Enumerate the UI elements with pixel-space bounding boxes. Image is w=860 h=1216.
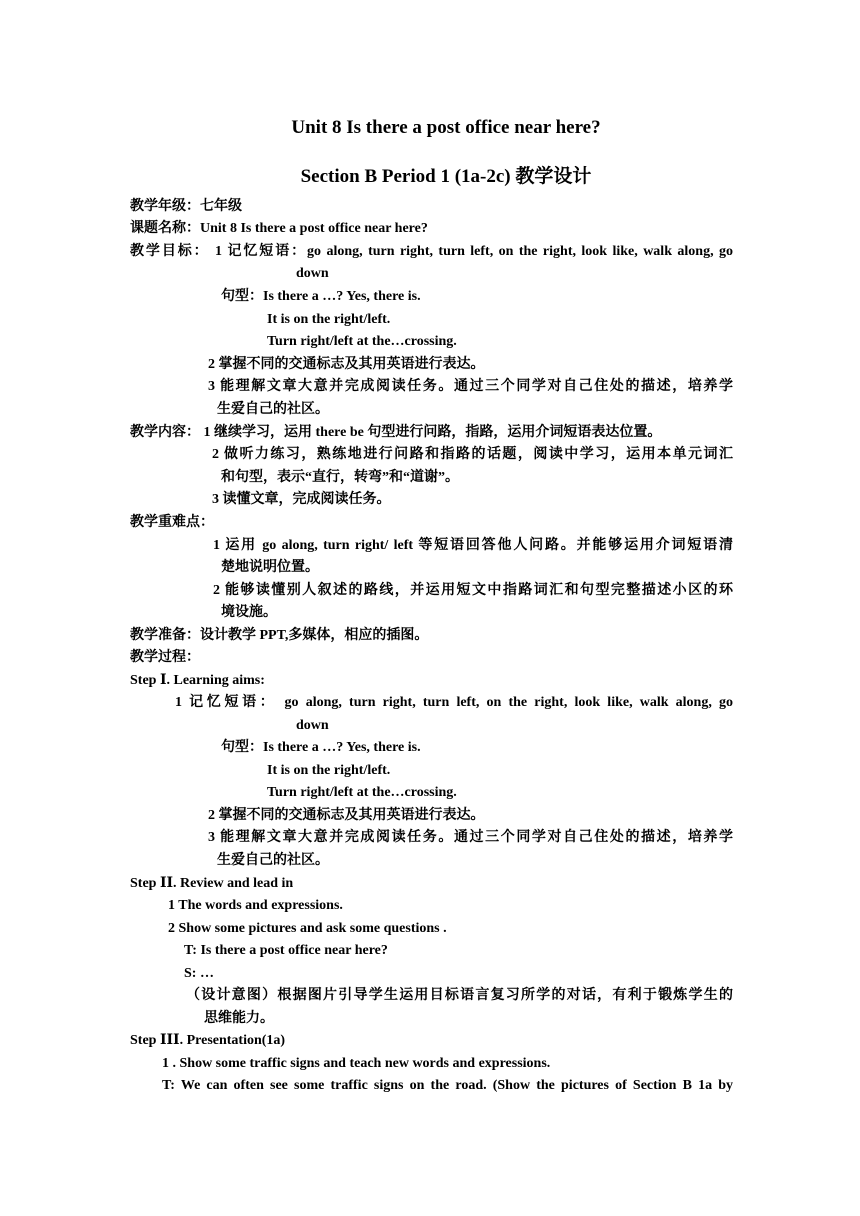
goals-item-2: 2 掌握不同的交通标志及其用英语进行表达。	[208, 357, 485, 372]
step1-aim-2: 2 掌握不同的交通标志及其用英语进行表达。	[208, 808, 485, 823]
topic-line: 课题名称：Unit 8 Is there a post office near here?	[130, 221, 428, 236]
step1-heading: Step Ⅰ. Learning aims:	[130, 673, 265, 688]
step3-teacher-line: T: We can often see some traffic signs on the road. (Show the pictures of Section B 1a by	[162, 1078, 733, 1093]
title-line-1: Unit 8 Is there a post office near here?	[291, 117, 601, 138]
step1-pattern-1: 句型：Is there a …? Yes, there is.	[221, 740, 421, 755]
grade-line: 教学年级：七年级	[130, 199, 242, 214]
key-item-1: 1 运用 go along, turn right/ left 等短语回答他人问路。并能够运用介词短语清	[213, 538, 733, 553]
step2-item-1: 1 The words and expressions.	[168, 898, 343, 913]
step2-item-2: 2 Show some pictures and ask some questions .	[168, 921, 447, 936]
goals-item-1-cont: down	[296, 266, 329, 281]
goals-item-3: 3 能理解文章大意并完成阅读任务。通过三个同学对自己住处的描述，培养学	[208, 379, 733, 394]
process-label: 教学过程：	[130, 650, 200, 665]
content-item-1: 教学内容： 1 继续学习，运用 there be 句型进行问路，指路，运用介词短语表达位置。	[130, 425, 662, 440]
step1-aim-3-cont: 生爱自己的社区。	[217, 853, 329, 868]
content-item-2-cont: 和句型，表示“直行，转弯”和“道谢”。	[221, 470, 459, 485]
step2-design-intent-cont: 思维能力。	[204, 1011, 274, 1026]
key-points-label: 教学重难点：	[130, 515, 214, 530]
step2-teacher-line: T: Is there a post office near here?	[184, 943, 388, 958]
step3-item-1: 1 . Show some traffic signs and teach new words and expressions.	[162, 1056, 551, 1071]
content-item-2: 2 做听力练习，熟练地进行问路和指路的话题，阅读中学习，运用本单元词汇	[212, 447, 733, 462]
key-item-2-cont: 境设施。	[221, 605, 277, 620]
step2-student-line: S: …	[184, 966, 214, 981]
key-item-2: 2 能够读懂别人叙述的路线，并运用短文中指路词汇和句型完整描述小区的环	[213, 583, 733, 598]
step1-pattern-2: It is on the right/left.	[267, 763, 391, 778]
goals-item-1: 教学目标： 1 记忆短语：go along, turn right, turn left, on the right, look like, walk along, go	[130, 244, 733, 259]
goals-pattern-3: Turn right/left at the…crossing.	[267, 334, 457, 349]
title-line-2: Section B Period 1 (1a-2c) 教学设计	[300, 166, 592, 187]
goals-pattern-2: It is on the right/left.	[267, 312, 391, 327]
step1-aim-1-cont: down	[296, 718, 329, 733]
step3-heading: Step ⅠⅠⅠ. Presentation(1a)	[130, 1033, 286, 1048]
step1-pattern-3: Turn right/left at the…crossing.	[267, 785, 457, 800]
step2-design-intent: （设计意图）根据图片引导学生运用目标语言复习所学的对话，有利于锻炼学生的	[186, 988, 733, 1003]
prep-line: 教学准备：设计教学 PPT,多媒体，相应的插图。	[130, 628, 429, 643]
step1-aim-3: 3 能理解文章大意并完成阅读任务。通过三个同学对自己住处的描述，培养学	[208, 830, 733, 845]
key-item-1-cont: 楚地说明位置。	[221, 560, 319, 575]
content-item-3: 3 读懂文章，完成阅读任务。	[212, 492, 391, 507]
goals-pattern-1: 句型：Is there a …? Yes, there is.	[221, 289, 421, 304]
step2-heading: Step ⅠⅠ. Review and lead in	[130, 876, 294, 891]
step1-aim-1: 1 记忆短语： go along, turn right, turn left, on the right, look like, walk along, go	[175, 695, 733, 710]
goals-item-3-cont: 生爱自己的社区。	[217, 402, 329, 417]
